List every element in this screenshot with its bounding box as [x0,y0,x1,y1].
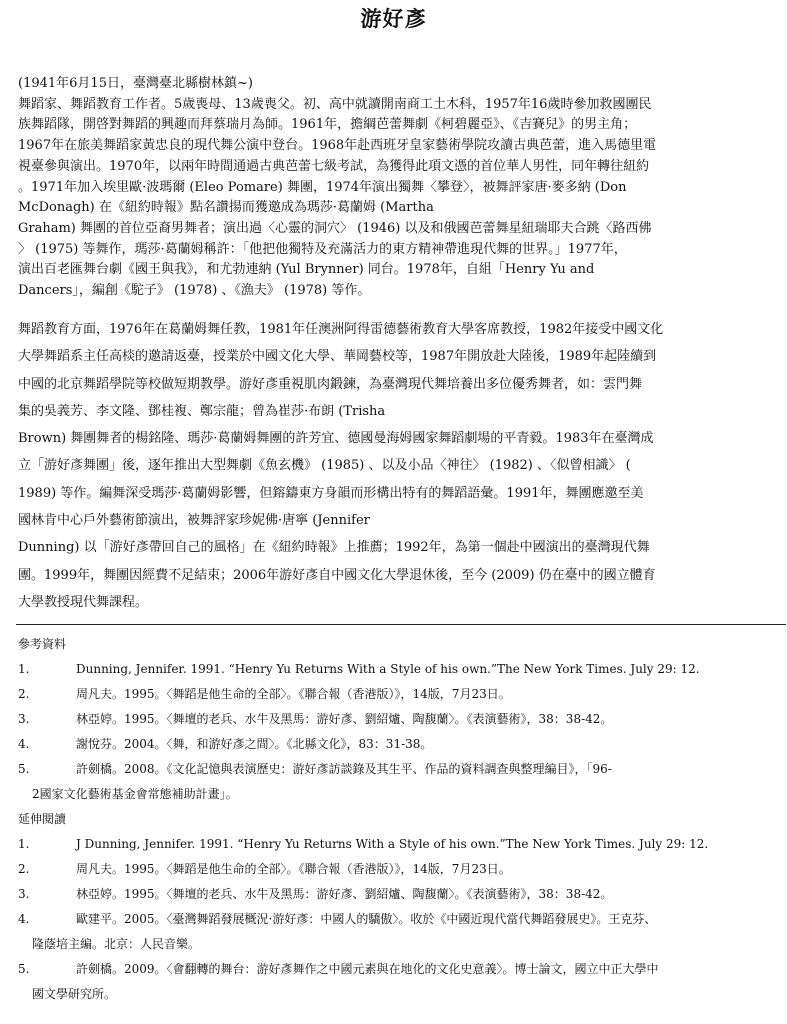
bio-line: Graham) 舞團的首位亞裔男舞者；演出過〈心靈的洞穴〉 (1946) 以及和俄國芭蕾舞星紐瑞耶夫合跳〈路西佛 [18,220,652,236]
further-reading-item [18,857,780,882]
reference-number: 3. [18,712,30,726]
bio-line: 族舞蹈隊，開啓對舞蹈的興趣而拜蔡瑞月為師。1961年，擔綱芭蕾舞劇《柯碧麗亞》、《吉賽兒》的男主角； [18,117,637,133]
further-reading-number: 5. [18,962,30,976]
reference-section [18,632,780,1007]
bio-line: 舞蹈家、舞蹈教育工作者。5歲喪母、13歲喪父。初、高中就讀開南商工土木科，1957年16歲時參加救國團民 [18,96,652,112]
further-reading-number: 3. [18,887,30,901]
further-reading-item [18,882,780,907]
education-section [18,316,780,616]
further-reading-text: 歐建平。2005。〈臺灣舞蹈發展概況·游好彥：中國人的驕傲〉。收於《中國近現代當代舞蹈發展史》。王克芬、 [76,912,657,926]
education-line: 集的吳義芳、李文隆、鄧桂複、鄭宗龍；曾為崔莎·布朗 (Trisha [18,403,386,419]
reference-item [18,757,780,807]
further-reading-item [18,957,780,1007]
reference-item [18,707,780,732]
bio-line: (1941年6月15日，臺灣臺北縣樹林鎮~) [18,76,253,91]
bio-line: 視臺參與演出。1970年，以兩年時間通過古典芭蕾七級考試，為獲得此項文憑的首位華人男性，同年轉往紐約 [18,158,650,174]
bio-line: 1967年在旅美舞蹈家黃忠良的現代舞公演中登台。1968年赴西班牙皇家藝術學院攻讀古典芭蕾，進入馬德里電 [18,138,657,154]
education-line: 中國的北京舞蹈學院等校做短期教學。游好彥重視肌肉鍛鍊，為臺灣現代舞培養出多位優秀舞者，如：雲門舞 [18,376,643,392]
further-reading-heading: 延伸閱讀 [18,812,67,826]
section-divider [16,624,786,625]
education-line: 大學教授現代舞課程。 [18,594,149,610]
bio-line: 。1971年加入埃里歐·波瑪爾 (Eleo Pomare) 舞團，1974年演出獨舞〈攀登〉，被舞評家唐·麥多納 (Don [18,179,627,195]
education-line: 國林肯中心戶外藝術節演出，被舞評家珍妮佛·唐寧 (Jennifer [18,513,370,529]
further-reading-text: 周凡夫。1995。〈舞蹈是他生命的全部〉。《聯合報（香港版）》，14版，7月23日。 [76,862,511,876]
further-reading-number: 2. [18,862,30,876]
reference-number: 2. [18,687,30,701]
education-line: 1989) 等作。編舞深受瑪莎·葛蘭姆影響，但鎔鑄東方身韻而形構出特有的舞蹈語彙。1991年，舞團應邀至美 [18,485,644,501]
education-line: 立「游好彥舞團」後，逐年推出大型舞劇《魚玄機》 (1985) 、以及小品〈神往〉 (1982) 、〈似曾相識〉 ( [18,458,631,474]
further-reading-text: 林亞婷。1995。〈舞壇的老兵、水牛及黑馬：游好彥、劉紹爐、陶馥蘭〉。《表演藝術》，38：38-42。 [76,887,613,901]
further-reading-item [18,832,780,857]
further-reading-number: 4. [18,912,30,926]
reference-number: 1. [18,662,30,676]
reference-number: 4. [18,737,30,751]
education-line: 舞蹈教育方面，1976年在葛蘭姆舞任教，1981年任澳洲阿得雷德藝術教育大學客席教授，1982年接受中國文化 [18,322,664,337]
education-line: Brown) 舞團舞者的楊銘隆、瑪莎·葛蘭姆舞團的許芳宜、德國曼海姆國家舞蹈劇場的平青毅。1983年在臺灣成 [18,431,654,447]
education-line: Dunning) 以「游好彥帶回自己的風格」在《紐約時報》上推薦；1992年，為第一個赴中國演出的臺灣現代舞 [18,540,650,556]
education-line: 大學舞蹈系主任高棪的邀請返臺，授業於中國文化大學、華岡藝校等，1987年開放赴大陸後，1989年起陸續到 [18,349,657,365]
further-reading-number: 1. [18,837,30,851]
further-reading-text-continued: 隆蔭培主編。北京：人民音樂。 [32,937,201,951]
reference-text: 許劍橋。2008。《文化記憶與表演歷史：游好彥訪談錄及其生平、作品的資料調查與整理編目》，「96- [76,762,612,776]
reference-text: Dunning, Jennifer. 1991. “Henry Yu Returns With a Style of his own.”The New York Times. July 29: 12. [76,662,700,676]
bio-line: 〉 (1975) 等舞作，瑪莎·葛蘭姆稱許：「他把他獨特及充滿活力的東方精神帶進現代舞的世界。」1977年， [18,241,627,257]
further-reading-text-continued: 國文學研究所。 [32,987,117,1001]
reference-text: 林亞婷。1995。〈舞壇的老兵、水牛及黑馬：游好彥、劉紹爐、陶馥蘭〉。《表演藝術》，38：38-42。 [76,712,613,726]
reference-number: 5. [18,762,30,776]
education-line: 團。1999年，舞團因經費不足結束；2006年游好彥自中國文化大學退休後，至今 (2009) 仍在臺中的國立體育 [18,567,656,583]
references-heading: 參考資料 [18,637,67,651]
reference-item [18,732,780,757]
further-reading-text: J Dunning, Jennifer. 1991. “Henry Yu Returns With a Style of his own.”The New York Times. July 29: 12. [76,837,709,851]
reference-text: 周凡夫。1995。〈舞蹈是他生命的全部〉。《聯合報（香港版）》，14版，7月23日。 [76,687,511,701]
reference-item [18,657,780,682]
reference-item [18,682,780,707]
reference-text-continued: 2國家文化藝術基金會常態補助計畫」。 [32,787,238,801]
reference-text: 謝悅芬。2004。〈舞，和游好彥之間〉。《北縣文化》，83：31-38。 [76,737,433,751]
further-reading-item [18,907,780,957]
bio-line: Dancers」，編創《駝子》 (1978) 、《漁夫》 (1978) 等作。 [18,283,371,299]
further-reading-text: 許劍橋。2009。〈會翻轉的舞台：游好彥舞作之中國元素與在地化的文化史意義〉。博士論文，國立中正大學中 [76,962,659,976]
bio-line: McDonagh) 在《紐約時報》點名讚揚而獲邀成為瑪莎·葛蘭姆 (Martha [18,200,434,216]
bio-line: 演出百老匯舞台劇《國王與我》，和尤勃連納 (Yul Brynner) 同台。1978年，自組「Henry Yu and [18,262,595,278]
biography-section [18,74,780,302]
page-title: 游好彥 [360,6,427,31]
